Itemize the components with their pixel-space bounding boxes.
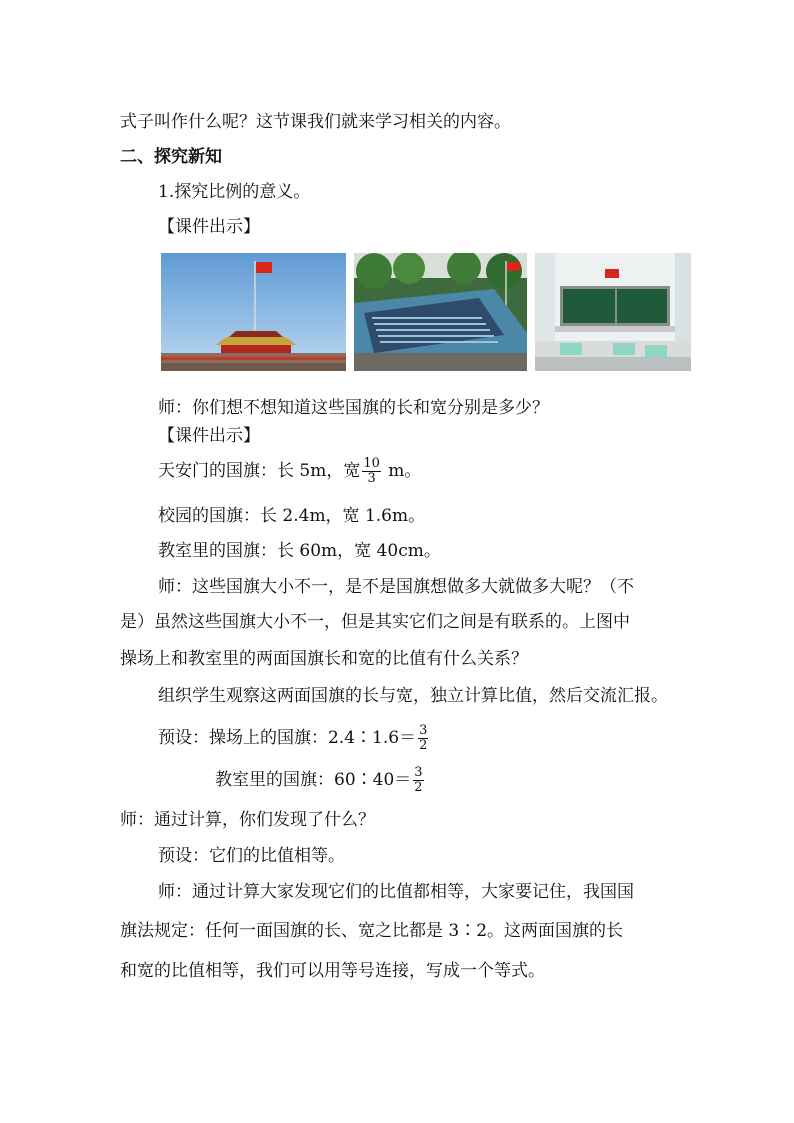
campus-photo [354, 253, 527, 371]
organize-instruction: 组织学生观察这两面国旗的长与宽，独立计算比值，然后交流汇报。 [158, 686, 668, 706]
courseware-label-1: 【课件出示】 [158, 217, 260, 237]
tiananmen-fraction-denominator: 3 [367, 471, 376, 486]
preset-2-fraction [413, 766, 423, 795]
teacher-question-1: 师：你们想不想知道这些国旗的长和宽分别是多少？ [158, 398, 549, 418]
preset-2-fraction-numerator: 3 [414, 765, 423, 780]
tiananmen-flag-line [158, 457, 421, 486]
teacher-question-2-line-1: 师：这些国旗大小不一，是不是国旗想做多大就做多大呢？（不 [158, 577, 634, 597]
classroom-photo [535, 253, 691, 371]
preset-2-fraction-denominator: 2 [414, 780, 423, 795]
teacher-explain-line-2: 旗法规定：任何一面国旗的长、宽之比都是 3∶2。这两面国旗的长 [120, 921, 624, 941]
tiananmen-photo [161, 253, 346, 371]
preset-1-fraction-numerator: 3 [419, 723, 428, 738]
tiananmen-unit: m。 [382, 461, 422, 481]
teacher-explain-line-3: 和宽的比值相等，我们可以用等号连接，写成一个等式。 [120, 961, 545, 981]
preset-2-line [215, 766, 426, 795]
preset-1-text: 预设：操场上的国旗：2.4∶1.6＝ [158, 728, 417, 748]
preset-1-line [158, 724, 430, 753]
campus-flag-line: 校园的国旗：长 2.4m，宽 1.6m。 [158, 506, 426, 526]
tiananmen-fraction-numerator: 10 [363, 456, 380, 471]
item-heading: 1.探究比例的意义。 [158, 182, 311, 202]
preset-2-text: 教室里的国旗：60∶40＝ [215, 770, 412, 790]
preset-1-fraction [418, 724, 428, 753]
teacher-question-2-line-3: 操场上和教室里的两面国旗长和宽的比值有什么关系？ [120, 649, 528, 669]
section-heading: 二、探究新知 [120, 147, 222, 167]
intro-text: 式子叫作什么呢？这节课我们就来学习相关的内容。 [120, 112, 511, 132]
teacher-question-3: 师：通过计算，你们发现了什么？ [120, 810, 375, 830]
tiananmen-text: 天安门的国旗：长 5m，宽 [158, 461, 361, 481]
teacher-question-2-line-2: 是）虽然这些国旗大小不一，但是其实它们之间是有联系的。上图中 [120, 612, 630, 632]
tiananmen-fraction [362, 457, 381, 486]
preset-1-fraction-denominator: 2 [419, 738, 428, 753]
classroom-flag-line: 教室里的国旗：长 60m，宽 40cm。 [158, 541, 441, 561]
courseware-label-2: 【课件出示】 [158, 426, 260, 446]
teacher-explain-line-1: 师：通过计算大家发现它们的比值都相等，大家要记住，我国国 [158, 882, 634, 902]
preset-3-line: 预设：它们的比值相等。 [158, 846, 345, 866]
